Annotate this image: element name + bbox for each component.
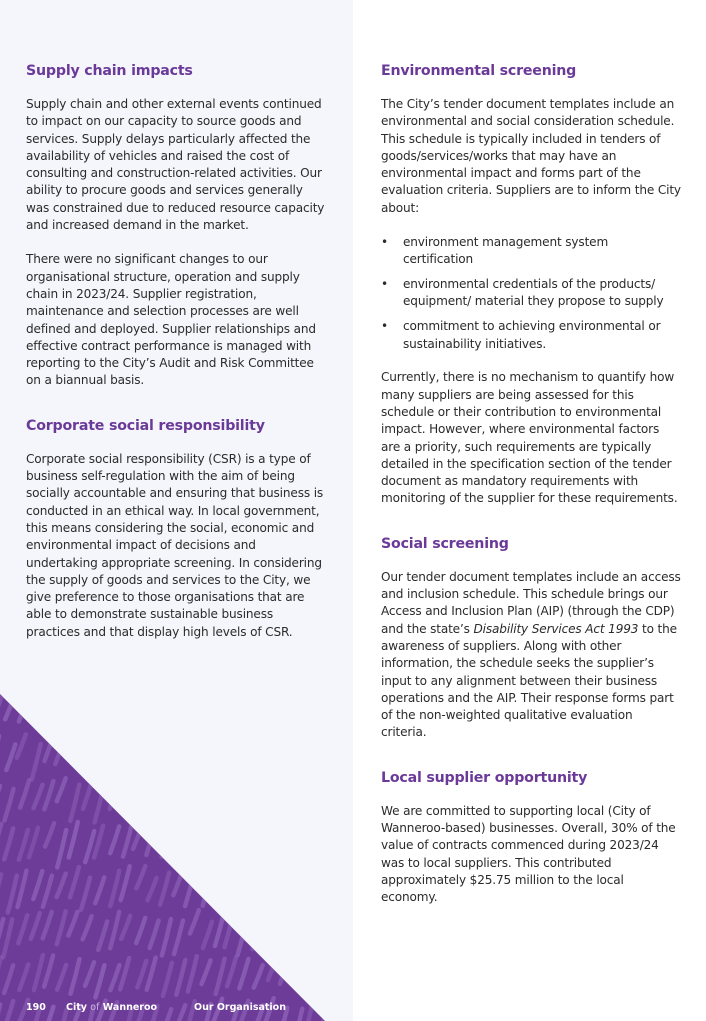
csr-heading: Corporate social responsibility [26, 417, 265, 434]
left-column [26, 60, 328, 641]
supply-chain-heading: Supply chain impacts [26, 63, 193, 79]
social-screening-paragraph [381, 569, 681, 742]
act-title-italic: Disability Services Act 1993 [473, 621, 639, 636]
list-item: • environment management system certification [381, 234, 681, 269]
supply-chain-paragraph-1: Supply chain and other external events continued to impact on our capacity to source goods and services. Supply delays particularly affected the availability of vehicles and raised the cost of consulting and construction-related activities. Our ability to procure goods and services generally was constrained due to reduced resource capacity and increased demand in the market. [26, 97, 325, 233]
page-number: 190 [26, 1002, 46, 1013]
social-text-part-b: to the awareness of suppliers. Along with other information, the schedule seeks the supplier’s input to any alignment between their business operations and the AIP. Their response forms part of the non-weighted qualitative evaluation criteria. [381, 621, 677, 740]
csr-paragraph: Corporate social responsibility (CSR) is a type of business self-regulation with the aim of being socially accountable and ensuring that business is conducted in an ethical way. In local government, this means considering the social, economic and environmental impact of decisions and undertaking appropriate screening. In considering the supply of goods and services to the City, we give preference to those organisations that are able to demonstrate sustainable business practices and that display high levels of CSR. [26, 451, 324, 639]
supply-chain-paragraph-2: There were no significant changes to our organisational structure, operation and supply chain in 2023/24. Supplier registration, maintenance and selection processes are well defined and deployed. Supplier relationships and effective contract performance is managed with reporting to the City’s Audit and Risk Committee on a biannual basis. [26, 252, 316, 388]
brand-city: City [66, 1002, 87, 1013]
brand-name: Wanneroo [102, 1002, 158, 1013]
right-column [381, 60, 681, 906]
social-screening-section [381, 533, 681, 742]
section-name: Our Organisation [194, 1002, 286, 1013]
environmental-screening-heading: Environmental screening [381, 63, 577, 79]
brand-logo-text [66, 1002, 157, 1013]
brand-of: of [90, 1002, 100, 1013]
csr-section [26, 415, 328, 641]
social-text-part-a: Our tender document templates include an access and inclusion schedule. This schedule brings our Access and Inclusion Plan (AIP) (through the CDP) and the state’s [381, 569, 681, 636]
list-item: • environmental credentials of the products/ equipment/ material they propose to supply [381, 276, 681, 311]
social-screening-heading: Social screening [381, 535, 509, 552]
environmental-screening-paragraph-1: The City’s tender document templates include an environmental and social consideration schedule. This schedule is typically included in tenders of goods/services/works that may have an environmental impact and forms part of the evaluation criteria. Suppliers are to inform the City about: [381, 97, 681, 215]
local-supplier-heading: Local supplier opportunity [381, 769, 588, 786]
supply-chain-section [26, 60, 328, 390]
list-item: • commitment to achieving environmental or sustainability initiatives. [381, 318, 681, 353]
environmental-criteria-list [381, 234, 681, 353]
local-supplier-paragraph: We are committed to supporting local (City of Wanneroo-based) businesses. Overall, 30% of the value of contracts commenced during 2023/24 was to local suppliers. This contributed approximately $25.75 million to the local economy. [381, 803, 676, 905]
environmental-screening-paragraph-2: Currently, there is no mechanism to quantify how many suppliers are being assessed for this schedule or their contribution to environmental impact. However, where environmental factors are a priority, such requirements are typically detailed in the specification section of the tender document as mandatory requirements with monitoring of the supplier for these requirements. [381, 370, 678, 506]
local-supplier-section [381, 767, 681, 907]
environmental-screening-section [381, 60, 681, 508]
